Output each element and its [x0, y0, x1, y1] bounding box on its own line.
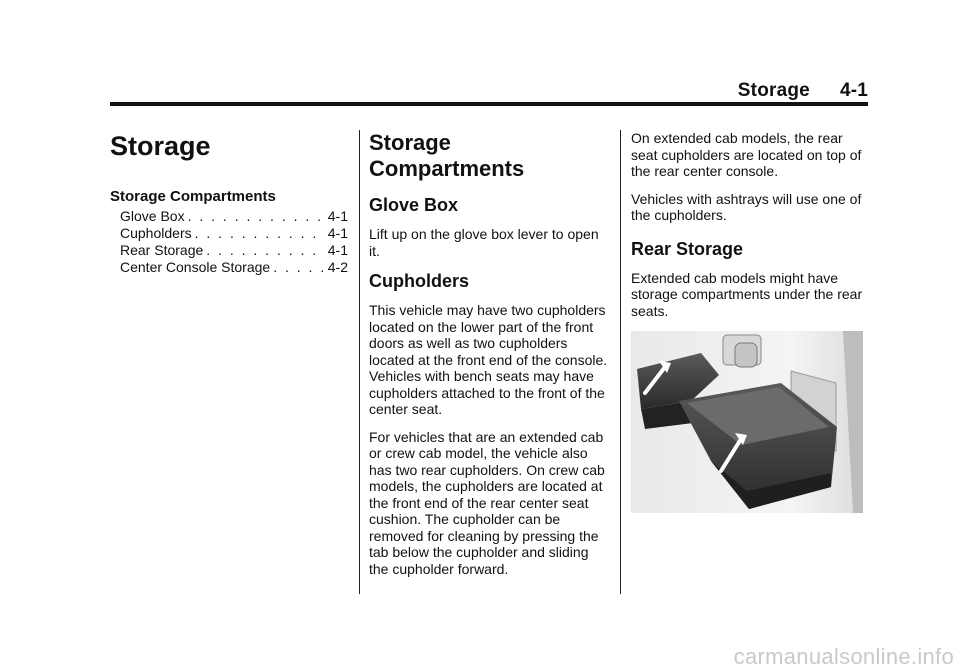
- header-rule: [110, 102, 868, 106]
- header-page-number: 4-1: [839, 80, 868, 101]
- section-title-line-1: Storage: [369, 130, 451, 155]
- section-title: [369, 130, 609, 182]
- column-divider-1: [359, 130, 360, 594]
- toc-item-label: Rear Storage: [120, 242, 204, 258]
- toc-item-label: Center Console Storage: [120, 259, 271, 275]
- toc-item-page: 4-1: [327, 242, 348, 258]
- toc-leader-dots: [188, 208, 325, 225]
- content-column-2: [369, 130, 609, 588]
- cupholders-paragraph-1: This vehicle may have two cupholders located on the lower part of the front doors as well as two cupholders located at the front end of the console. Vehicles with bench seats may have cupholders attached to the front of the center seat.: [369, 302, 608, 417]
- cupholders-paragraph-2: For vehicles that are an extended cab or crew cab model, the vehicle also has two rear cupholders. On crew cab models, the cupholders are located at the front end of the rear center seat cushion. The cupholder can be removed for cleaning by pressing the tab below the cupholder and sliding the cupholder forward.: [369, 428, 605, 577]
- section-title-line-2: Compartments: [369, 156, 525, 181]
- cupholders-paragraph-4: Vehicles with ashtrays will use one of the cupholders.: [631, 190, 862, 223]
- toc-leader-dots: [195, 225, 325, 242]
- toc-item-label: Glove Box: [120, 208, 185, 224]
- glove-box-heading: Glove Box: [369, 195, 459, 215]
- cupholders-heading: Cupholders: [369, 271, 470, 291]
- header-section: Storage: [737, 80, 810, 101]
- toc-item-page: 4-1: [327, 208, 348, 224]
- toc-leader-dots: [273, 259, 325, 276]
- rear-seat-storage-photo: [631, 331, 863, 513]
- column-divider-2: [620, 130, 621, 594]
- toc-column: [110, 130, 348, 276]
- running-header: [738, 80, 868, 102]
- toc-leader-dots: [206, 242, 324, 259]
- rear-storage-text: Extended cab models might have storage compartments under the rear seats.: [631, 269, 863, 319]
- content-column-3: [631, 130, 871, 330]
- watermark-text: carmanualsonline.info: [733, 644, 954, 669]
- rear-storage-heading: Rear Storage: [631, 238, 744, 259]
- toc-item-label: Cupholders: [120, 225, 192, 241]
- glove-box-text: Lift up on the glove box lever to open it.: [369, 226, 599, 259]
- chapter-title: Storage: [110, 131, 211, 161]
- cupholders-paragraph-3: On extended cab models, the rear seat cupholders are located on top of the rear center console.: [631, 130, 862, 179]
- toc-item-rear-storage[interactable]: [110, 242, 348, 259]
- toc-item-page: 4-1: [327, 225, 348, 241]
- toc-item-page: 4-2: [327, 259, 348, 275]
- toc-item-center-console-storage[interactable]: [110, 259, 348, 276]
- toc-heading: Storage Compartments: [110, 188, 276, 205]
- toc-item-glove-box[interactable]: [110, 208, 348, 225]
- toc-item-cupholders[interactable]: [110, 225, 348, 242]
